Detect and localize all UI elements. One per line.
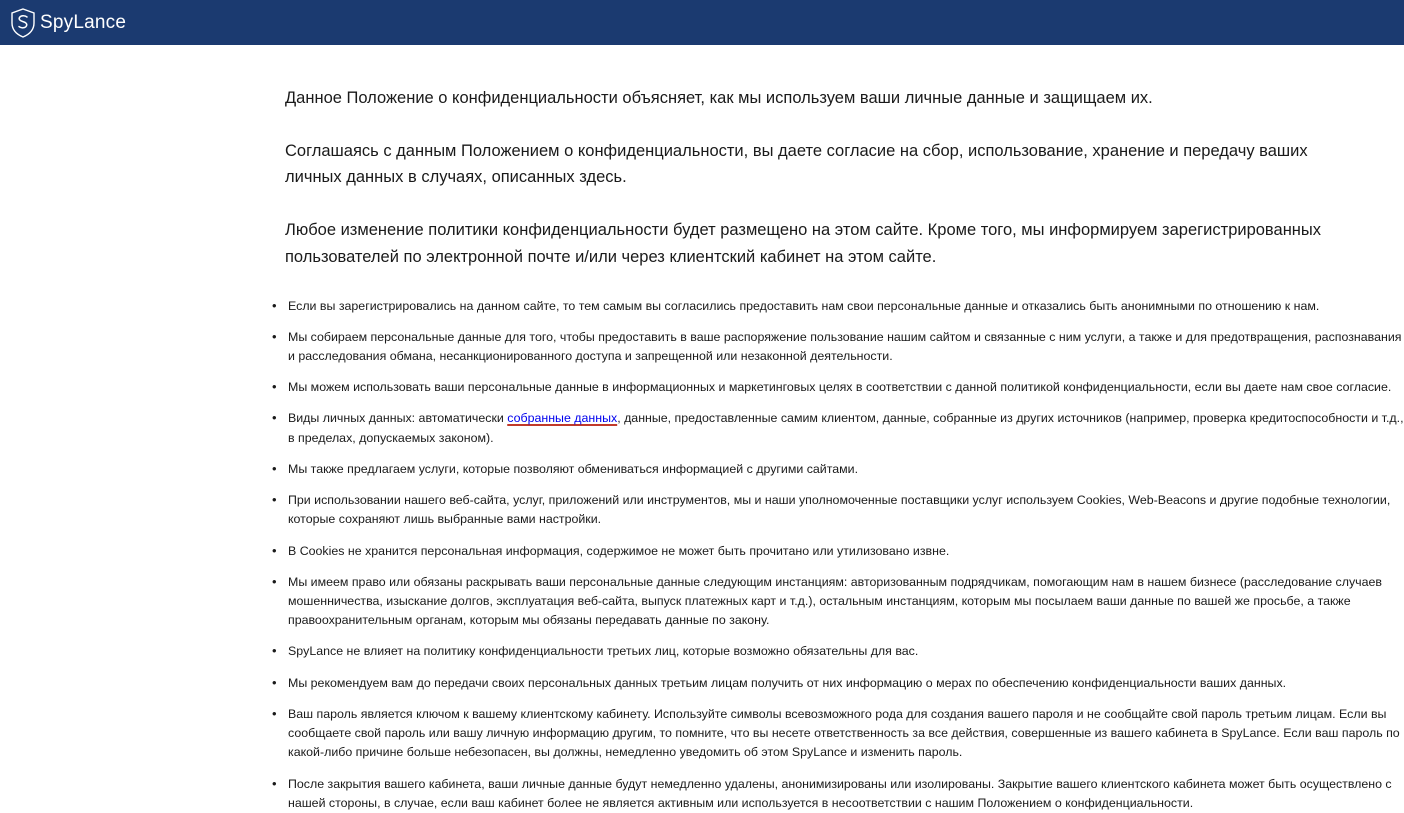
list-item: • Мы также предлагаем услуги, которые позволяют обмениваться информацией с другими сайтами. xyxy=(270,460,1404,479)
list-item-data-types xyxy=(270,409,1404,447)
privacy-policy-document xyxy=(0,85,1404,813)
policy-bullet-list xyxy=(270,297,1404,813)
intro-section xyxy=(285,85,1344,271)
bullet-suffix-text: , данные, предоставленные самим клиентом, данные, собранные из других источников (например, проверка кредитоспособности и т.д., в пределах, допускаемых законом). xyxy=(288,411,1404,445)
site-header xyxy=(0,0,1404,45)
list-item: • Мы можем использовать ваши персональные данные в информационных и маркетинговых целях в соответствии с данной политикой конфиденциальности, если вы даете нам свое согласие. xyxy=(270,378,1404,397)
list-item: • После закрытия вашего кабинета, ваши личные данные будут немедленно удалены, анонимизированы или изолированы. Закрытие вашего клиентского кабинета может быть осуществлено с нашей стороны, в случае, если ваш кабинет более не является активным или используется в несоответствии с нашим Положением о конфиденциальности. xyxy=(270,775,1404,813)
list-item: • Ваш пароль является ключом к вашему клиентскому кабинету. Используйте символы всевозможного рода для создания вашего пароля и не сообщайте свой пароль третьим лицам. Если вы сообщаете свой пароль или вашу личную информацию другим, то помните, что вы несете ответственность за все действия, совершенные из вашего кабинета в SpyLance. Если ваш пароль по какой-либо причине больше небезопасен, вы должны, немедленно уведомить об этом SpyLance и изменить пароль. xyxy=(270,705,1404,763)
list-item: • При использовании нашего веб-сайта, услуг, приложений или инструментов, мы и наши уполномоченные поставщики услуг используем Cookies, Web-Beacons и другие подобные технологии, которые сохраняют лишь выбранные вами настройки. xyxy=(270,491,1404,529)
intro-paragraph-2: Соглашаясь с данным Положением о конфиденциальности, вы даете согласие на сбор, использование, хранение и передачу ваших личных данных в случаях, описанных здесь. xyxy=(285,141,1308,187)
collected-data-link[interactable]: собранные данных xyxy=(507,411,618,426)
list-item: • В Cookies не хранится персональная информация, содержимое не может быть прочитано или утилизовано извне. xyxy=(270,542,1404,561)
intro-paragraph-3: Любое изменение политики конфиденциальности будет размещено на этом сайте. Кроме того, мы информируем зарегистрированных пользователей по электронной почте и/или через клиентский кабинет на этом сайте. xyxy=(285,221,1322,266)
list-item: • SpyLance не влияет на политику конфиденциальности третьих лиц, которые возможно обязательны для вас. xyxy=(270,642,1404,661)
list-item: • Если вы зарегистрировались на данном сайте, то тем самым вы согласились предоставить нам свои персональные данные и отказались быть анонимными по отношению к нам. xyxy=(270,297,1404,316)
bullet-prefix-text: Виды личных данных: автоматически xyxy=(288,411,508,426)
spylance-shield-icon[interactable] xyxy=(10,8,36,38)
intro-paragraph-1: Данное Положение о конфиденциальности объясняет, как мы используем ваши личные данные и защищаем их. xyxy=(285,89,1153,107)
list-item: • Мы имеем право или обязаны раскрывать ваши персональные данные следующим инстанциям: авторизованным подрядчикам, помогающим нам в нашем бизнесе (расследование случаев мошенничества, изыскание долгов, эксплуатация веб-сайта, выпуск платежных карт и т.д.), остальным инстанциям, которым мы посылаем ваши данные по вашей же просьбе, а также правоохранительным органам, которым мы обязаны передавать данные по закону. xyxy=(270,573,1404,631)
list-item: • Мы рекомендуем вам до передачи своих персональных данных третьим лицам получить от них информацию о мерах по обеспечению конфиденциальности ваших данных. xyxy=(270,674,1404,693)
list-item: • Мы собираем персональные данные для того, чтобы предоставить в ваше распоряжение пользование нашим сайтом и связанные с ним услуги, а также и для предотвращения, распознавания и расследования обмана, несанкционированного доступа и запрещенной или незаконной деятельности. xyxy=(270,328,1404,366)
brand-name[interactable]: SpyLance xyxy=(40,11,127,33)
